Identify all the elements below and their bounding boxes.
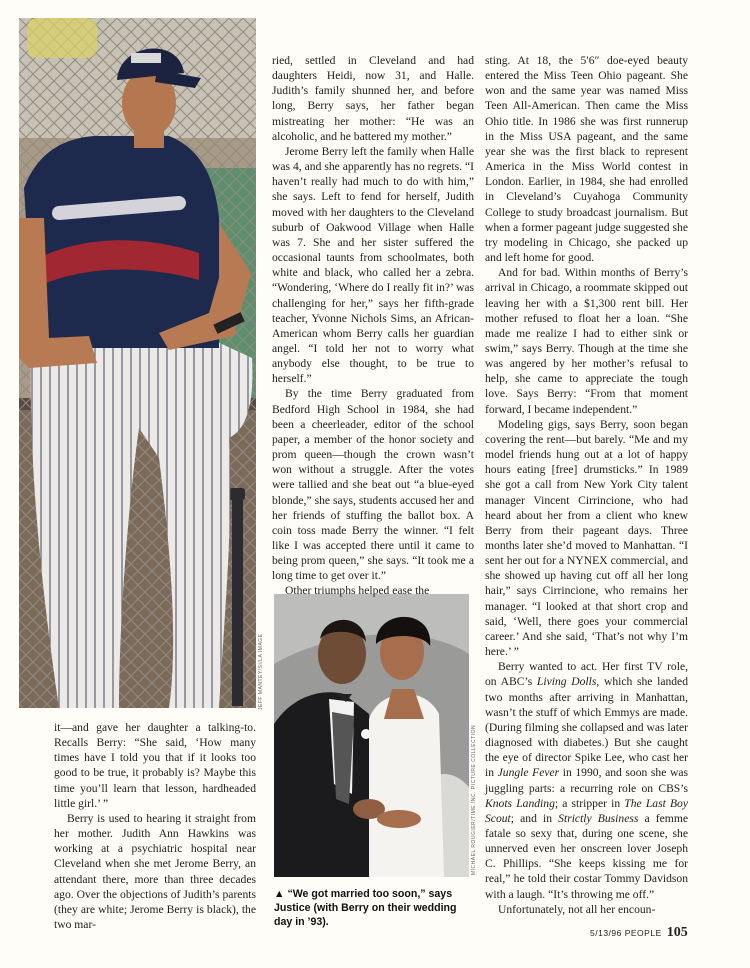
issue-date: 5/13/96 PEOPLE: [590, 928, 662, 938]
paragraph: And for bad. Within months of Berry’s arrival in Chicago, a roommate skipped out leaving her with a $1,300 rent bill. Her mother refused to float her a loan. “She made me realize I had to either sink or swim,” says Berry. Though at the time she was angered by her mother’s refusal to help, she came to appreciate the tough love. Says Berry: “From that moment forward, I became independent.”: [485, 266, 688, 416]
page-footer: [590, 923, 688, 941]
baseball-player-photo: [19, 18, 256, 708]
paragraph: Modeling gigs, says Berry, soon began covering the rent—but barely. “Me and my model friends hung out at a lot of happy hours eating [free] drumsticks.” In 1989 she got a call from New York City talent manager Vincent Cirrincione, who had heard about her from a client who knew Berry from their pageant days. Three months later she’d moved to Manhattan. “I sent her out for a NYNEX commercial, and she showed up having cut off all her long hair,” says Cirrincione, who remains her manager. “I looked at that short crop and said, ‘Well, there goes your commercial career.’ And she said, ‘That’s not why I’m here.’ ”: [485, 417, 688, 659]
caption-arrow-icon: ▲: [274, 888, 285, 900]
article-column-2: [272, 53, 474, 599]
baseball-player-illustration: [19, 18, 256, 708]
paragraph: Berry wanted to act. Her first TV role, on ABC’s Living Dolls, which she landed two months after arriving in Manhattan, wasn’t the stuff of which Emmys are made. (During filming she collapsed and was later diagnosed with diabetes.) But she caught the eye of director Spike Lee, who cast her in Jungle Fever in 1990, and soon she was juggling parts: a recurring role on CBS’s Knots Landing; a stripper in The Last Boy Scout; and in Strictly Business a femme fatale so sexy that, during one scene, she unnerved even her onscreen lover Joseph C. Phillips. “She keeps kissing me for real,” he told their costar Tommy Davidson with a laugh. “It’s throwing me off.”: [485, 660, 689, 901]
caption-text: “We got married too soon,” says Justice (with Berry on their wedding day in ’93).: [274, 888, 457, 928]
article-column-3: [485, 53, 688, 917]
paragraph: sting. At 18, the 5′6″ doe-eyed beauty entered the Miss Teen Ohio pageant. She won and the same year was named Miss Teen All-American. Then came the Miss Ohio title. In 1986 she was first runnerup in the Miss USA pageant, and the same year she was the first black to represent America in the Miss World contest in London. Earlier, in 1984, she had enrolled in Cleveland’s Cuyahoga Community College to study broadcast journalism. But when a former pageant judge suggested she try modeling in Chicago, she packed up and left home for good.: [485, 54, 688, 265]
baseball-photo-credit: JEFF MANTEY/SI/LA IMAGE: [258, 633, 264, 710]
wedding-photo: [274, 594, 469, 877]
paragraph: By the time Berry graduated from Bedford High School in 1984, she had been a cheerleader, editor of the school paper, a member of the honor society and prom queen—though the crown wasn’t won without a struggle. After the votes were tallied and she beat out “a blue-eyed blonde,” she says, students accused her and her friends of stuffing the ballot box. A coin toss made Berry the winner. “I felt like I was accepted there until it came to being prom queen,” she says. “It took me a long time to get over it.”: [272, 387, 474, 583]
wedding-photo-caption: [274, 887, 472, 929]
paragraph: Jerome Berry left the family when Halle was 4, and she apparently has no regrets. “I haven’t really had much to do with him,” she says. Left to fend for herself, Judith moved with her daughters to the Cleveland suburb of Oakwood Village when Halle was 7. She and her sister suffered the occasional taunts from schoolmates, both white and black, who called her a zebra. “Wondering, ‘Where do I really fit in?’ was challenging for her,” says her fifth-grade teacher, Yvonne Nichols Sims, an African-American whom Berry calls her guardian angel. “I told her not to worry what anybody else thought, to be true to herself.”: [272, 144, 474, 386]
paragraph: it—and gave her daughter a talking-to. Recalls Berry: “She said, ‘How many times have I told you that if it looks too good to be true, it probably is? Maybe this time you’ll learn that lesson, hardheaded little girl.’ ”: [54, 721, 256, 810]
article-column-1: [54, 720, 256, 932]
wedding-couple-illustration: [274, 594, 469, 877]
paragraph: Berry is used to hearing it straight from her mother. Judith Ann Hawkins was working at a psychiatric hospital near Cleveland when she met Jerome Berry, an attendant there, more than three decades ago. Over the objections of Judith’s parents (they are white; Jerome Berry is black), the two mar-: [54, 811, 256, 932]
paragraph: Unfortunately, not all her encoun-: [498, 902, 656, 916]
wedding-photo-credit: MICHAEL ROUGIER/TIME INC. PICTURE COLLECTION: [471, 724, 477, 875]
paragraph: Other triumphs helped ease the: [285, 584, 430, 598]
paragraph: ried, settled in Cleveland and had daughters Heidi, now 31, and Halle. Judith’s family shunned her, and before long, Berry says, her father began mistreating her mother: “He was an alcoholic, and he battered my mother.”: [272, 54, 474, 143]
page-number: 105: [666, 925, 688, 940]
